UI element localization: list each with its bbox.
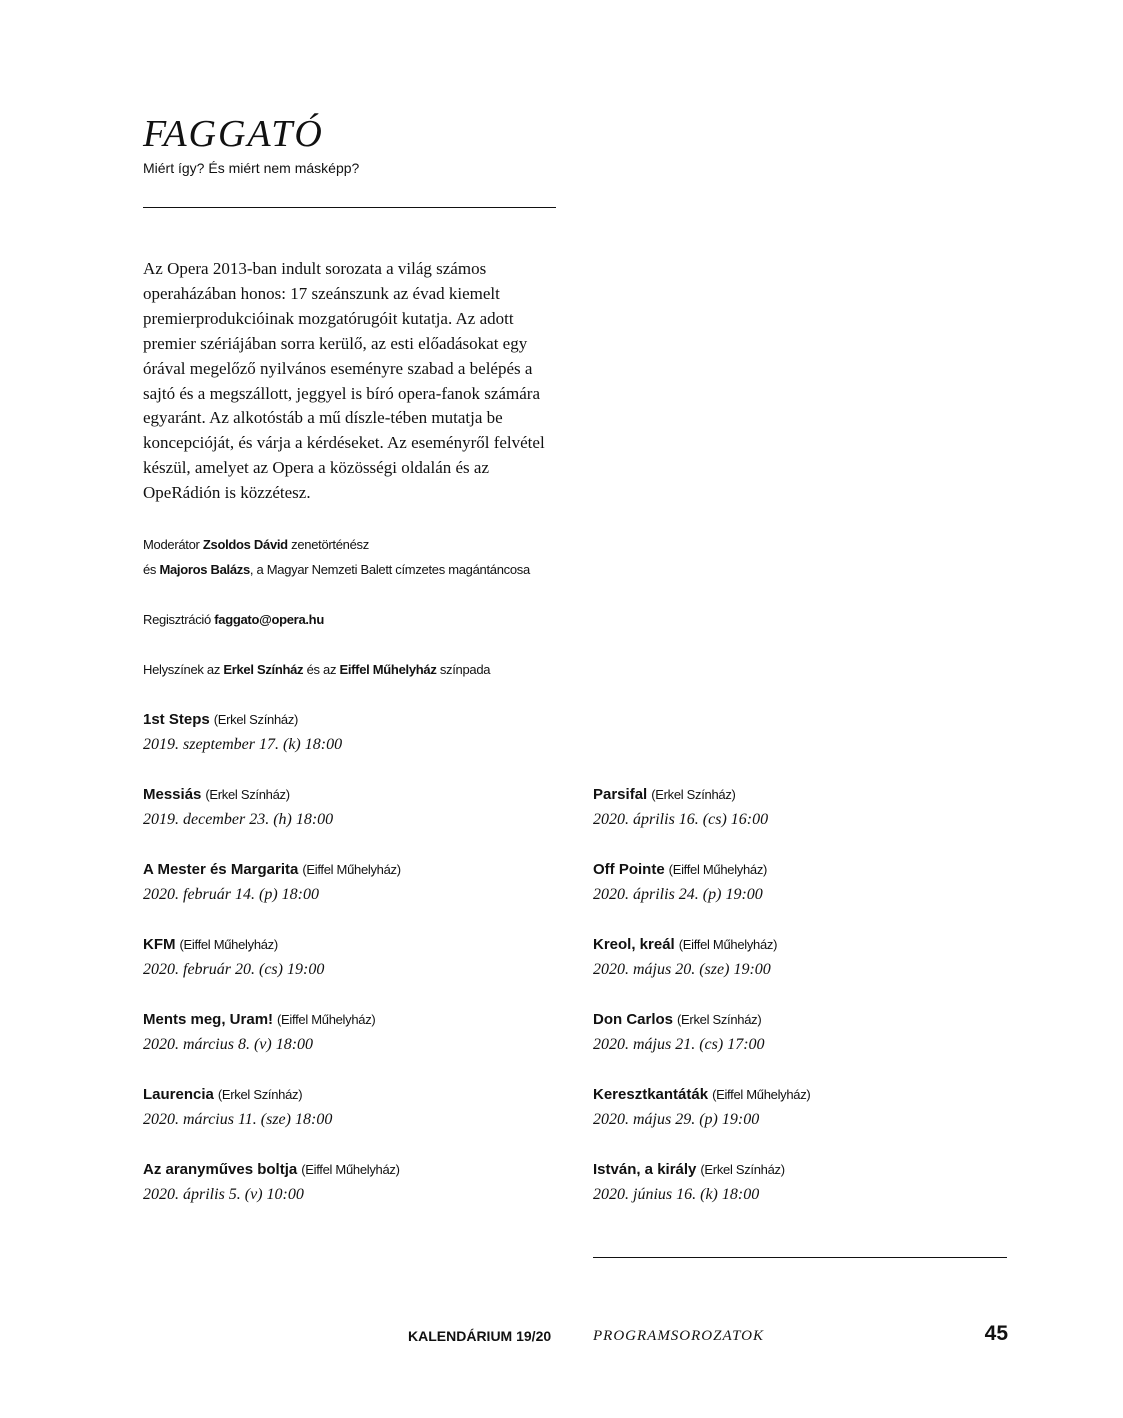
event-date: 2019. december 23. (h) 18:00 (143, 811, 334, 828)
intro-paragraph: Az Opera 2013-ban indult sorozata a világ számos operaházában honos: 17 szeánszunk az évad kiemelt premierprodukcióinak mozgatórugóit kutatja. Az adott premier szériájában sorra kerülő, az esti előadásokat egy órával megelőző nyilvános eseményre szabad a belépés a sajtó és a megszállott, jeggyel is bíró opera-fanok számára egyaránt. Az alkotóstáb a mű díszle-tében mutatja be koncepcióját, és várja a kérdéseket. Az eseményről felvétel készül, amelyet az Opera a közösségi oldalán és az OpeRádión is közzétesz. (143, 259, 545, 503)
event-date: 2020. május 20. (sze) 19:00 (593, 961, 771, 978)
cohost-prefix: és (143, 562, 157, 577)
event-venue: (Erkel Színház) (205, 787, 290, 802)
event-name: Parsifal (593, 786, 648, 803)
event-item (143, 1157, 563, 1207)
event-name: Kreol, kreál (593, 936, 675, 953)
event-venue: (Eiffel Műhelyház) (302, 862, 401, 877)
event-venue: (Erkel Színház) (651, 787, 736, 802)
event-item (143, 1007, 563, 1057)
event-item (143, 932, 563, 982)
event-item (143, 782, 563, 832)
event-date: 2020. május 29. (p) 19:00 (593, 1111, 760, 1128)
event-date: 2019. szeptember 17. (k) 18:00 (143, 736, 343, 753)
venue-erkel: Erkel Színház (223, 662, 304, 677)
page-number: 45 (984, 1322, 1008, 1345)
event-venue: (Erkel Színház) (677, 1012, 762, 1027)
cohost-role: , a Magyar Nemzeti Balett címzetes magántáncosa (249, 562, 530, 577)
event-name: Laurencia (143, 1086, 214, 1103)
event-name: Keresztkantáták (593, 1086, 709, 1103)
bottom-divider (593, 1257, 1007, 1258)
event-venue: (Eiffel Műhelyház) (179, 937, 278, 952)
venues-suffix: színpada (439, 662, 491, 677)
event-item (143, 857, 563, 907)
event-name: A Mester és Margarita (143, 861, 299, 878)
cohost-name: Majoros Balázs (159, 562, 250, 577)
event-date: 2020. április 24. (p) 19:00 (593, 886, 763, 903)
event-item (593, 1082, 1013, 1132)
event-date: 2020. június 16. (k) 18:00 (593, 1186, 760, 1203)
event-name: István, a király (593, 1161, 697, 1178)
event-item (593, 1157, 1013, 1207)
event-venue: (Erkel Színház) (700, 1162, 785, 1177)
event-name: Az aranyműves boltja (143, 1161, 298, 1178)
event-item (593, 857, 1013, 907)
event-item (593, 782, 1013, 832)
event-venue: (Eiffel Műhelyház) (712, 1087, 811, 1102)
cohost-line (143, 557, 530, 582)
event-date: 2020. április 5. (v) 10:00 (143, 1186, 304, 1203)
event-date: 2020. március 8. (v) 18:00 (143, 1036, 314, 1053)
moderator-line (143, 532, 369, 557)
event-venue: (Eiffel Műhelyház) (301, 1162, 400, 1177)
event-date: 2020. április 16. (cs) 16:00 (593, 811, 769, 828)
event-name: KFM (143, 936, 176, 953)
event-item (593, 1007, 1013, 1057)
moderator-role: zenetörténész (291, 537, 369, 552)
event-date: 2020. május 21. (cs) 17:00 (593, 1036, 765, 1053)
event-name: 1st Steps (143, 711, 210, 728)
event-venue: (Erkel Színház) (213, 712, 299, 727)
event-name: Off Pointe (593, 861, 665, 878)
venues-mid: és az (306, 662, 337, 677)
moderator-name: Zsoldos Dávid (202, 537, 288, 552)
event-name: Messiás (143, 786, 202, 803)
page-subtitle: Miért így? És miért nem másképp? (143, 160, 360, 176)
moderator-prefix: Moderátor (143, 537, 200, 552)
venues-prefix: Helyszínek az (143, 662, 221, 677)
event-item (143, 707, 563, 757)
registration-email[interactable]: faggato@opera.hu (214, 612, 324, 627)
footer-publication: KALENDÁRIUM 19/20 (408, 1328, 552, 1344)
event-date: 2020. február 20. (cs) 19:00 (143, 961, 325, 978)
page-title: FAGGATÓ (143, 113, 324, 155)
event-venue: (Erkel Színház) (217, 1087, 303, 1102)
event-name: Ments meg, Uram! (143, 1011, 274, 1028)
registration-label: Regisztráció (143, 612, 211, 627)
footer-section: PROGRAMSOROZATOK (593, 1328, 764, 1344)
event-date: 2020. március 11. (sze) 18:00 (143, 1111, 333, 1128)
venue-eiffel: Eiffel Műhelyház (339, 662, 437, 677)
event-venue: (Eiffel Műhelyház) (678, 937, 778, 952)
event-venue: (Eiffel Műhelyház) (277, 1012, 376, 1027)
event-item (143, 1082, 563, 1132)
event-venue: (Eiffel Műhelyház) (668, 862, 768, 877)
event-item (593, 932, 1013, 982)
event-name: Don Carlos (593, 1011, 674, 1028)
venues-line (143, 657, 490, 682)
event-date: 2020. február 14. (p) 18:00 (143, 886, 319, 903)
registration-line (143, 607, 324, 632)
top-divider (143, 207, 556, 208)
